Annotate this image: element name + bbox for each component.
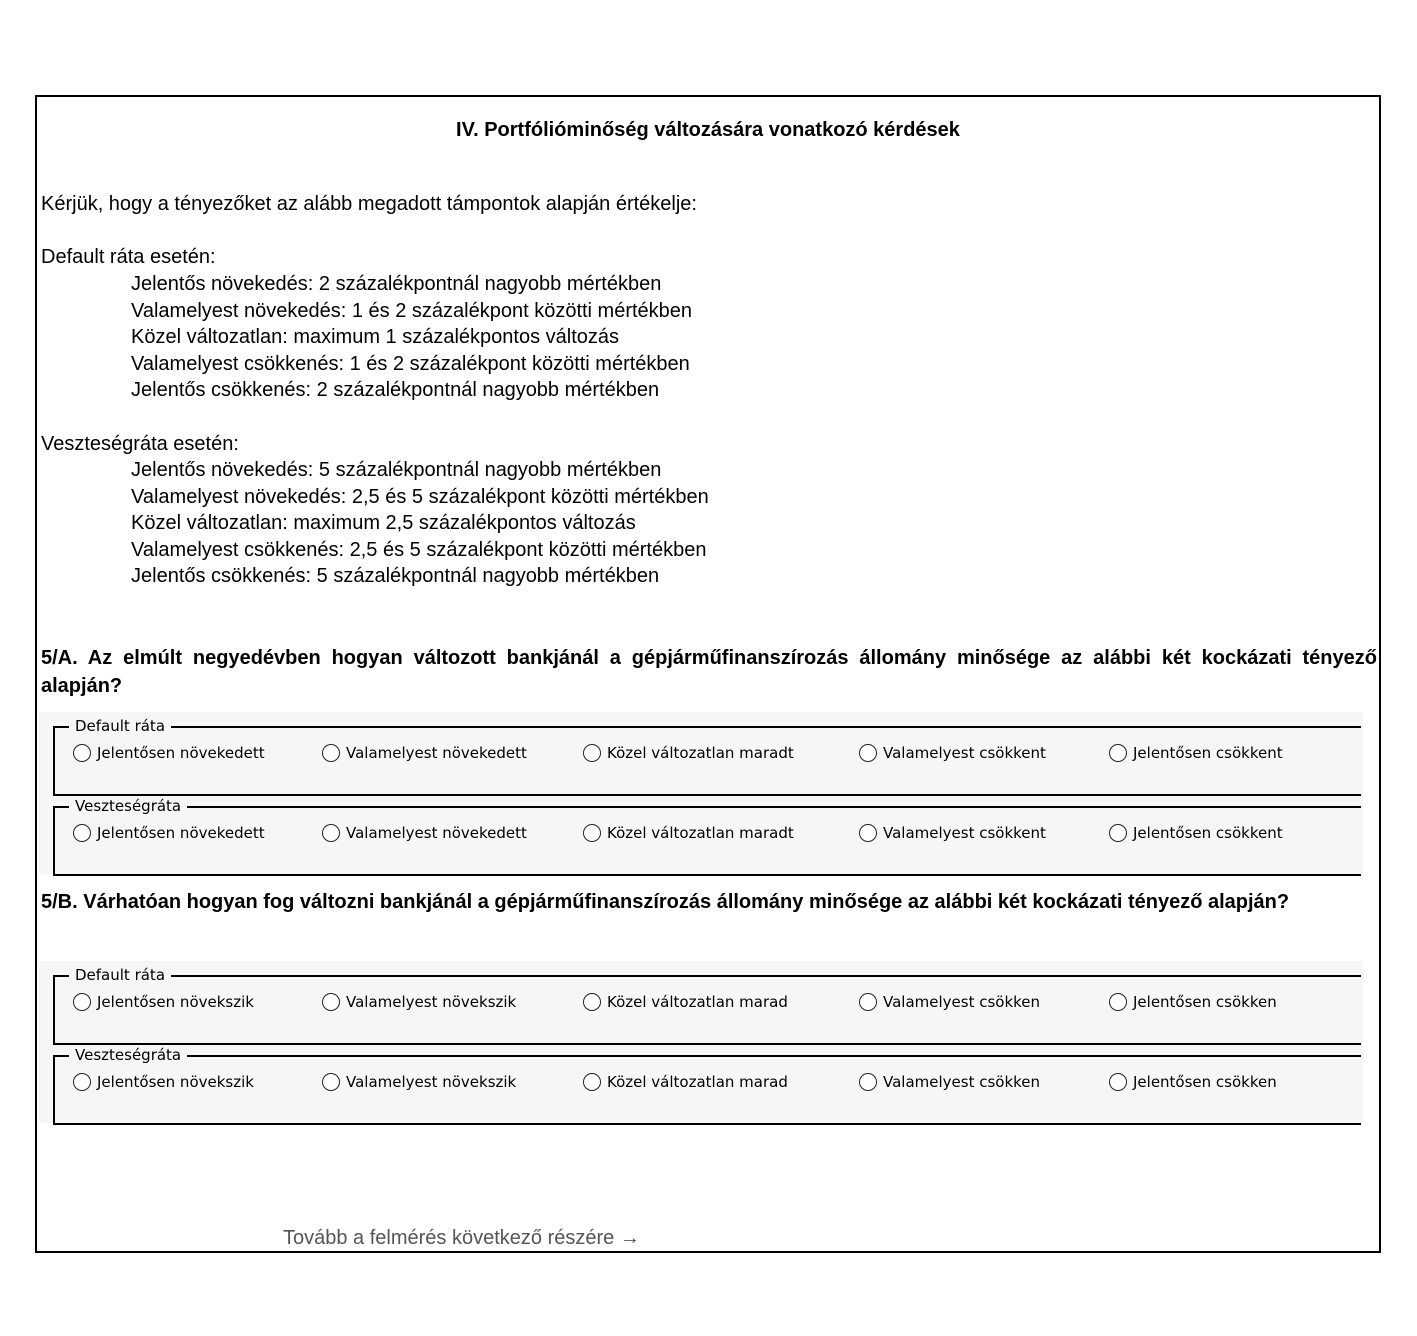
fieldset-default-rate <box>53 966 1361 1045</box>
radio-label: Közel változatlan maradt <box>607 824 794 842</box>
radio-button[interactable] <box>1109 1073 1127 1091</box>
radio-button[interactable] <box>322 824 340 842</box>
radio-label: Valamelyest növekszik <box>346 993 517 1011</box>
guideline-line: Valamelyest csökkenés: 1 és 2 százalékpont közötti mértékben <box>131 352 690 375</box>
radio-option[interactable] <box>583 993 788 1011</box>
radio-option[interactable] <box>73 744 265 762</box>
radio-button[interactable] <box>1109 824 1127 842</box>
radio-button[interactable] <box>322 744 340 762</box>
next-section-link[interactable]: Tovább a felmérés következő részére → <box>283 1227 640 1249</box>
radio-option[interactable] <box>322 824 527 842</box>
fieldset-legend: Default ráta <box>69 717 171 735</box>
radio-button[interactable] <box>583 993 601 1011</box>
guideline-line: Jelentős növekedés: 2 százalékpontnál nagyobb mértékben <box>131 273 662 295</box>
radio-option[interactable] <box>859 824 1046 842</box>
radio-button[interactable] <box>583 1073 601 1091</box>
radio-button[interactable] <box>73 1073 91 1091</box>
radio-option[interactable] <box>73 993 254 1011</box>
intro-text: Kérjük, hogy a tényezőket az alább megadott támpontok alapján értékelje: <box>41 193 697 215</box>
radio-label: Jelentősen csökken <box>1133 993 1277 1011</box>
radio-label: Jelentősen növekedett <box>97 824 265 842</box>
radio-label: Közel változatlan marad <box>607 993 788 1011</box>
fieldset-default-rate <box>53 717 1361 796</box>
radio-label: Jelentősen csökkent <box>1133 824 1283 842</box>
radio-option[interactable] <box>1109 993 1277 1011</box>
guideline-line: Közel változatlan: maximum 1 százalékpontos változás <box>131 326 620 349</box>
radio-button[interactable] <box>859 1073 877 1091</box>
radio-label: Közel változatlan marad <box>607 1073 788 1091</box>
fieldset-loss-rate <box>53 797 1361 876</box>
guideline-line: Jelentős növekedés: 5 százalékpontnál nagyobb mértékben <box>131 459 662 481</box>
radio-option[interactable] <box>73 824 265 842</box>
radio-label: Jelentősen növekszik <box>97 1073 254 1091</box>
radio-button[interactable] <box>1109 744 1127 762</box>
question-5b-panel <box>39 961 1363 1123</box>
radio-option[interactable] <box>1109 824 1283 842</box>
fieldset-legend: Veszteségráta <box>69 797 187 815</box>
radio-label: Valamelyest csökkent <box>883 744 1046 762</box>
guideline-line: Valamelyest csökkenés: 2,5 és 5 százalékpont közötti mértékben <box>131 538 707 561</box>
radio-option[interactable] <box>583 1073 788 1091</box>
radio-label: Jelentősen csökkent <box>1133 744 1283 762</box>
radio-label: Valamelyest csökkent <box>883 824 1046 842</box>
fieldset-legend: Default ráta <box>69 966 171 984</box>
radio-button[interactable] <box>859 824 877 842</box>
radio-label: Valamelyest növekszik <box>346 1073 517 1091</box>
radio-option[interactable] <box>1109 1073 1277 1091</box>
radio-option[interactable] <box>1109 744 1283 762</box>
guideline-line: Jelentős csökkenés: 2 százalékpontnál nagyobb mértékben <box>131 379 660 402</box>
radio-label: Valamelyest csökken <box>883 993 1041 1011</box>
loss-rate-heading: Veszteségráta esetén: <box>41 433 239 455</box>
radio-label: Valamelyest növekedett <box>346 744 527 762</box>
radio-option[interactable] <box>859 1073 1040 1091</box>
radio-option[interactable] <box>73 1073 254 1091</box>
radio-button[interactable] <box>583 744 601 762</box>
question-5a: 5/A. Az elmúlt negyedévben hogyan változott bankjánál a gépjárműfinanszírozás állomány minősége az alábbi két kockázati tényező alapján? <box>41 647 1377 697</box>
radio-label: Közel változatlan maradt <box>607 744 794 762</box>
question-5a-panel <box>39 712 1363 874</box>
radio-option[interactable] <box>322 993 516 1011</box>
loss-rate-guidelines <box>131 457 709 590</box>
radio-button[interactable] <box>859 993 877 1011</box>
radio-button[interactable] <box>1109 993 1127 1011</box>
guideline-line: Valamelyest növekedés: 2,5 és 5 százalékpont közötti mértékben <box>131 485 709 508</box>
radio-button[interactable] <box>583 824 601 842</box>
default-rate-heading: Default ráta esetén: <box>41 246 216 268</box>
fieldset-legend: Veszteségráta <box>69 1046 187 1064</box>
fieldset-loss-rate <box>53 1046 1361 1125</box>
question-5b: 5/B. Várhatóan hogyan fog változni bankjánál a gépjárműfinanszírozás állomány minősége az alábbi két kockázati tényező alapján? <box>41 891 1290 913</box>
radio-option[interactable] <box>583 824 794 842</box>
radio-option[interactable] <box>859 744 1046 762</box>
radio-label: Jelentősen növekedett <box>97 744 265 762</box>
radio-button[interactable] <box>322 993 340 1011</box>
section-title: IV. Portfólióminőség változására vonatkozó kérdések <box>456 119 960 141</box>
guideline-line: Közel változatlan: maximum 2,5 százalékpontos változás <box>131 512 636 535</box>
survey-frame <box>35 95 1381 1253</box>
radio-label: Valamelyest növekedett <box>346 824 527 842</box>
radio-option[interactable] <box>859 993 1040 1011</box>
default-rate-guidelines <box>131 271 692 404</box>
radio-button[interactable] <box>73 993 91 1011</box>
guideline-line: Valamelyest növekedés: 1 és 2 százalékpont közötti mértékben <box>131 299 693 322</box>
radio-button[interactable] <box>73 744 91 762</box>
radio-option[interactable] <box>583 744 794 762</box>
radio-label: Jelentősen növekszik <box>97 993 254 1011</box>
radio-label: Valamelyest csökken <box>883 1073 1041 1091</box>
radio-option[interactable] <box>322 744 527 762</box>
radio-button[interactable] <box>73 824 91 842</box>
radio-option[interactable] <box>322 1073 516 1091</box>
radio-button[interactable] <box>859 744 877 762</box>
guideline-line: Jelentős csökkenés: 5 százalékpontnál nagyobb mértékben <box>131 565 660 588</box>
radio-button[interactable] <box>322 1073 340 1091</box>
radio-label: Jelentősen csökken <box>1133 1073 1277 1091</box>
